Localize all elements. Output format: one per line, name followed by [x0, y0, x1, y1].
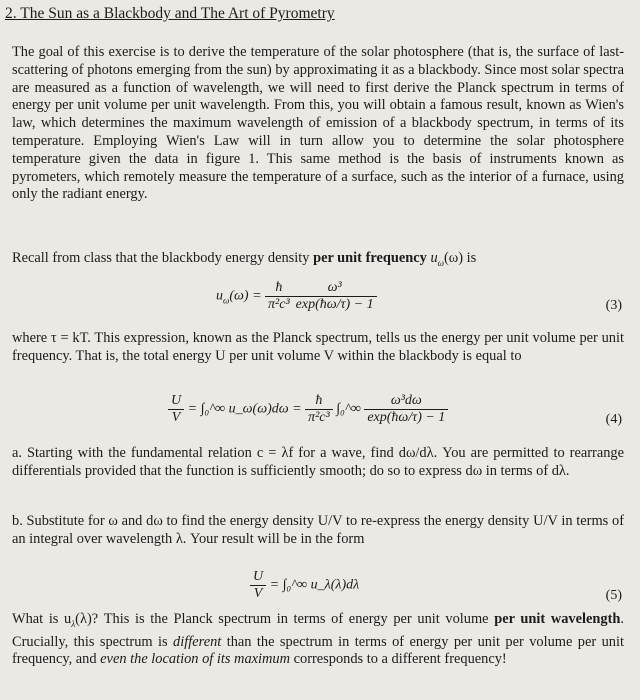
equation-3-number: (3)	[605, 298, 622, 313]
where-paragraph: where τ = kT. This expression, known as the Planck spectrum, tells us the energy per unit volume per unit frequency. That is, the total energy U per unit volume V within the blackbody is equal to	[12, 330, 624, 364]
part-b-paragraph: b. Substitute for ω and dω to find the energy density U/V to re-express the energy density U/V in terms of an integral over wavelength λ. Your result will be in the form	[12, 513, 624, 547]
equation-4-number: (4)	[605, 412, 622, 427]
section-heading: 2. The Sun as a Blackbody and The Art of Pyrometry	[5, 5, 335, 22]
equation-5-number: (5)	[605, 588, 622, 603]
equation-5: $\frac{U}{V}$ = ∫₀^∞ u_λ(λ)dλ	[250, 569, 359, 602]
recall-symbol: u	[426, 250, 438, 266]
equation-4: $\frac{U}{V}$ = ∫₀^∞ u_ω(ω)dω = $\frac{ħ}{\text{π²c³}}$ ∫₀^∞ $\frac{\text{ω³dω}}{\exp(ħ\omega/\tau) - 1}$	[168, 393, 448, 426]
equation-3: $u_\omega(\omega)$ = $\frac{ħ}{\text{π²c³}}$ $\frac{\text{ω³}}{\exp(ħ\omega/\tau) - 1}$	[216, 280, 377, 313]
recall-paragraph: Recall from class that the blackbody energy density per unit frequency $u_\omega(\omega)$ is	[12, 250, 477, 268]
closing-paragraph: What is $u_\lambda(\lambda)$? This is the Planck spectrum in terms of energy per unit volume per unit wavelength. Crucially, this spectrum is different than the spectrum in terms of energy per unit per volume per unit frequency, and even the location of its maximum corresponds to a different frequency!	[12, 611, 625, 668]
part-a-paragraph: a. Starting with the fundamental relation c = λf for a wave, find dω/dλ. You are permitted to rearrange differentials provided that the function is sufficiently smooth; do so to express dω in terms of dλ.	[12, 445, 624, 479]
recall-text: Recall from class that the blackbody energy density	[12, 250, 314, 266]
recall-tail: (ω) is	[444, 250, 477, 266]
intro-paragraph: The goal of this exercise is to derive the temperature of the solar photosphere (that is, the surface of last-scattering of photons emerging from the sun) by approximating it as a blackbody. Since most solar spectra are measured as a function of wavelength, we will need to first derive the Planck spectrum in terms of energy per unit volume per unit wavelength. From this, you will obtain a famous result, known as Wien's law, which determines the maximum wavelength of emission of a blackbody spectrum, in terms of its temperature. Employing Wien's Law will in turn allow you to determine the solar photosphere temperature given the data in figure 1. This same method is the basis of instruments known as pyrometers, which remotely measure the temperature of a surface, such as the interior of a furnace, using only the radiant energy.	[12, 44, 624, 203]
recall-emphasis: per unit frequency	[313, 250, 427, 266]
